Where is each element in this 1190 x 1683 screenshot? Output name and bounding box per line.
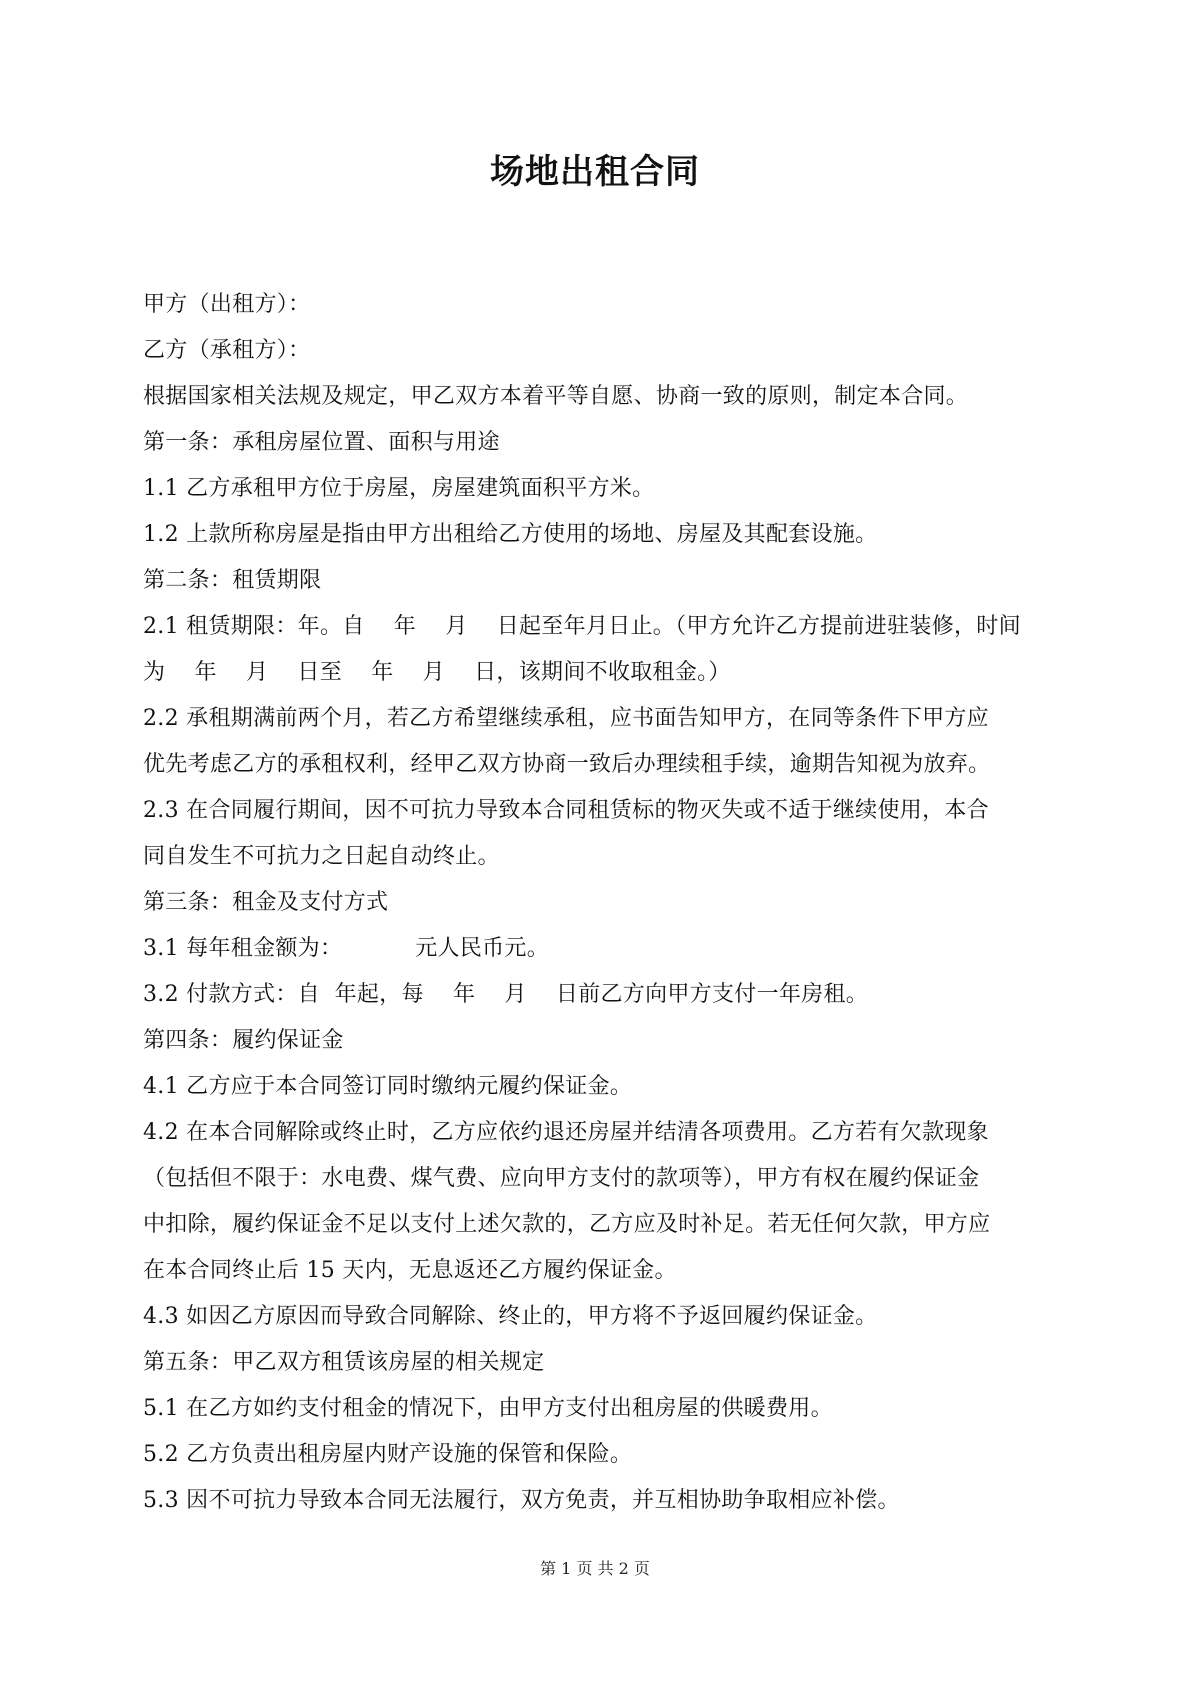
- clause-5-2: 5.2 乙方负责出租房屋内财产设施的保管和保险。: [143, 1442, 633, 1467]
- clause-2-3-line-1: 2.3 在合同履行期间，因不可抗力导致本合同租赁标的物灭失或不适于继续使用，本合: [143, 798, 989, 823]
- article-5-heading: 第五条：甲乙双方租赁该房屋的相关规定: [143, 1350, 545, 1375]
- clause-2-3-line-2: 同自发生不可抗力之日起自动终止。: [143, 844, 500, 869]
- document-title: 场地出租合同: [490, 152, 700, 192]
- clause-4-2-line-1: 4.2 在本合同解除或终止时，乙方应依约退还房屋并结清各项费用。乙方若有欠款现象: [143, 1120, 989, 1145]
- clause-4-2-line-4: 在本合同终止后 15 天内，无息返还乙方履约保证金。: [143, 1258, 677, 1283]
- clause-1-2: 1.2 上款所称房屋是指由甲方出租给乙方使用的场地、房屋及其配套设施。: [143, 522, 878, 547]
- clause-4-1: 4.1 乙方应于本合同签订同时缴纳元履约保证金。: [143, 1074, 633, 1099]
- article-3-heading: 第三条：租金及支付方式: [143, 890, 389, 915]
- clause-1-1: 1.1 乙方承租甲方位于房屋，房屋建筑面积平方米。: [143, 476, 655, 501]
- party-b-line: 乙方（承租方）：: [143, 338, 311, 363]
- clause-2-1-line-2: 为 年 月 日至 年 月 日，该期间不收取租金。）: [143, 660, 731, 685]
- clause-3-1: 3.1 每年租金额为： 元人民币元。: [143, 936, 550, 961]
- clause-2-2-line-2: 优先考虑乙方的承租权利，经甲乙双方协商一致后办理续租手续，逾期告知视为放弃。: [143, 752, 991, 777]
- party-a-line: 甲方（出租方）：: [143, 292, 311, 317]
- page-number-footer: 第 1 页 共 2 页: [540, 1559, 650, 1578]
- clause-2-2-line-1: 2.2 承租期满前两个月，若乙方希望继续承租，应书面告知甲方，在同等条件下甲方应: [143, 706, 989, 731]
- article-1-heading: 第一条：承租房屋位置、面积与用途: [143, 430, 500, 455]
- clause-5-3: 5.3 因不可抗力导致本合同无法履行，双方免责，并互相协助争取相应补偿。: [143, 1488, 900, 1513]
- article-4-heading: 第四条：履约保证金: [143, 1028, 344, 1053]
- clause-2-1-line-1: 2.1 租赁期限：年。自 年 月 日起至年月日止。（甲方允许乙方提前进驻装修，时间: [143, 614, 1021, 639]
- clause-4-2-line-2: （包括但不限于：水电费、煤气费、应向甲方支付的款项等），甲方有权在履约保证金: [143, 1166, 980, 1191]
- clause-4-3: 4.3 如因乙方原因而导致合同解除、终止的，甲方将不予返回履约保证金。: [143, 1304, 878, 1329]
- clause-3-2: 3.2 付款方式：自 年起，每 年 月 日前乙方向甲方支付一年房租。: [143, 982, 869, 1007]
- preamble-line: 根据国家相关法规及规定，甲乙双方本着平等自愿、协商一致的原则，制定本合同。: [143, 384, 969, 409]
- clause-4-2-line-3: 中扣除，履约保证金不足以支付上述欠款的，乙方应及时补足。若无任何欠款，甲方应: [143, 1212, 991, 1237]
- document-body: [143, 282, 1053, 1524]
- article-2-heading: 第二条：租赁期限: [143, 568, 322, 593]
- clause-5-1: 5.1 在乙方如约支付租金的情况下，由甲方支付出租房屋的供暖费用。: [143, 1396, 833, 1421]
